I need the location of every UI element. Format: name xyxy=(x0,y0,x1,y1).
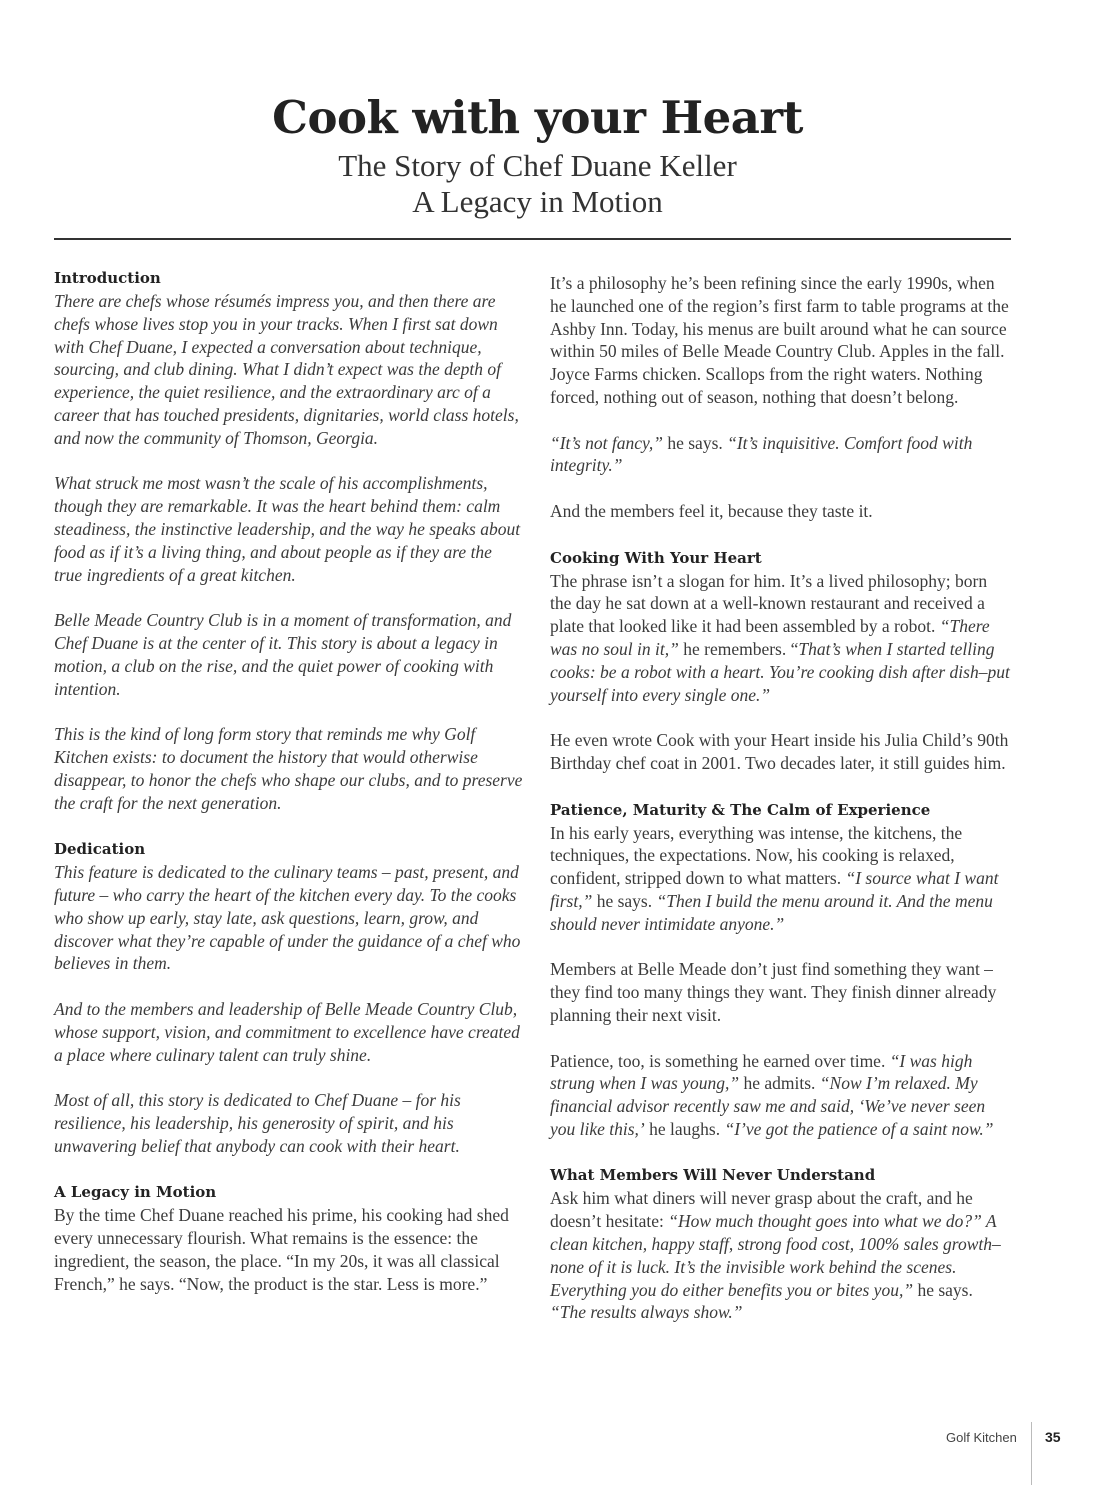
patience-paragraph-1 xyxy=(550,822,1012,936)
intro-paragraph-1: There are chefs whose résumés impress you, and then there are chefs whose lives stop you in your tracks. When I first sat down with Chef Duane, I expected a conversation about technique, sourcing, and club dining. What I didn’t expect was the depth of experience, the quiet resilience, and the extraordinary arc of a career that has touched presidents, dignitaries, world class hotels, and now the community of Thomson, Georgia. xyxy=(54,291,519,448)
quote-fragment: “Then I build the menu around it. And the menu should never intimidate anyone.” xyxy=(550,890,993,934)
text-fragment: he says. xyxy=(662,432,728,453)
left-column xyxy=(54,266,524,1295)
article-header xyxy=(0,88,1075,220)
intro-paragraph-3: Belle Meade Country Club is in a moment of transformation, and Chef Duane is at the center of it. This story is about a legacy in motion, a club on the rise, and the quiet power of cooking with intention. xyxy=(54,610,512,699)
quote-fragment: “I’ve got the patience of a saint now.” xyxy=(724,1118,994,1139)
article-subtitle-line2: A Legacy in Motion xyxy=(412,184,663,219)
philosophy-paragraph: It’s a philosophy he’s been refining since the early 1990s, when he launched one of the region’s first farm to table programs at the Ashby Inn. Today, his menus are built around what he can source within 50 miles of Belle Meade Country Club. Apples in the fall. Joyce Farms chicken. Scallops from the right waters. Nothing forced, nothing out of season, nothing that doesn’t belong. xyxy=(550,273,1009,407)
section-heading-dedication: Dedication xyxy=(54,840,146,859)
quote-fragment: That’s when I started telling cooks: be a robot with a heart. You’re cooking dish after dish–put yourself into every single one.” xyxy=(550,638,1010,705)
quote-fragment: “I source what I want first,” xyxy=(550,868,999,911)
patience-paragraph-3 xyxy=(550,1050,1012,1141)
text-fragment: In his early years, everything was intense, the kitchens, the techniques, the expectations. Now, his cooking is relaxed, confident, stripped down to what matters. xyxy=(550,822,963,889)
section-heading-patience: Patience, Maturity & The Calm of Experience xyxy=(550,800,931,819)
article-subtitle-line1: The Story of Chef Duane Keller xyxy=(338,148,737,183)
text-fragment: The phrase isn’t a slogan for him. It’s a lived philosophy; born the day he sat down at a well-known restaurant and received a plate that looked like it had been assembled by a robot. xyxy=(550,570,988,637)
text-fragment: he says. xyxy=(592,890,657,911)
section-heading-cooking-with-heart: Cooking With Your Heart xyxy=(550,548,762,567)
members-paragraph-1 xyxy=(550,1187,1012,1324)
intro-paragraph-2: What struck me most wasn’t the scale of his accomplishments, though they are remarkable. It was the heart behind them: calm steadiness, the instinctive leadership, and the way he speaks about food as if it’s a living thing, and about people as if they are the true ingredients of a great kitchen. xyxy=(54,473,521,585)
text-fragment: Patience, too, is something he earned over time. xyxy=(550,1050,890,1071)
quote-fragment: “I was high strung when I was young,” xyxy=(550,1050,973,1094)
legacy-paragraph-1: By the time Chef Duane reached his prime, his cooking had shed every unnecessary flourish. What remains is the essence: the ingredient, the season, the place. “In my 20s, it was all classical French,” he says. “Now, the product is the star. Less is more.” xyxy=(54,1205,509,1294)
dedication-paragraph-1: This feature is dedicated to the culinary teams – past, present, and future – who carry the heart of the kitchen every day. To the cooks who show up early, stay late, ask questions, learn, grow, and discover what they’re capable of under the guidance of a chef who believes in them. xyxy=(54,862,521,974)
footer-publication-name: Golf Kitchen xyxy=(946,1430,1017,1445)
members-feel-paragraph: And the members feel it, because they taste it. xyxy=(550,500,873,521)
cooking-paragraph-2: He even wrote Cook with your Heart inside his Julia Child’s 90th Birthday chef coat in 2001. Two decades later, it still guides him. xyxy=(550,730,1009,773)
quote-fragment: “The results always show.” xyxy=(550,1302,743,1323)
quote-fragment: “How much thought goes into what we do?” A clean kitchen, happy staff, strong food cost, 100% sales growth–none of it is luck. It’s the invisible work behind the scenes. Everything you do either benefits you or bites you,” xyxy=(550,1211,1001,1300)
article-title: Cook with your Heart xyxy=(272,91,803,144)
footer-divider xyxy=(1031,1422,1032,1485)
page-number: 35 xyxy=(1045,1429,1061,1445)
quote-fragment: “There was no soul in it,” xyxy=(550,616,990,659)
quote-fragment: “It’s not fancy,” xyxy=(550,432,663,453)
section-heading-introduction: Introduction xyxy=(54,269,161,287)
text-fragment: he remembers. “ xyxy=(678,638,799,659)
dedication-paragraph-3: Most of all, this story is dedicated to Chef Duane – for his resilience, his leadership, his generosity of spirit, and his unwavering belief that anybody can cook with their heart. xyxy=(54,1090,461,1156)
intro-paragraph-4: This is the kind of long form story that reminds me why Golf Kitchen exists: to document the history that would otherwise disappear, to honor the chefs who shape our clubs, and to preserve the craft for the next generation. xyxy=(54,724,523,813)
text-fragment: he says. xyxy=(913,1279,973,1300)
patience-paragraph-2: Members at Belle Meade don’t just find something they want – they find too many things they want. They finish dinner already planning their next visit. xyxy=(550,959,997,1025)
quote-paragraph xyxy=(550,432,1012,478)
section-heading-members: What Members Will Never Understand xyxy=(550,1166,876,1185)
section-heading-legacy: A Legacy in Motion xyxy=(54,1183,217,1202)
dedication-paragraph-2: And to the members and leadership of Belle Meade Country Club, whose support, vision, and commitment to excellence have created a place where culinary talent can truly shine. xyxy=(54,998,520,1065)
right-column xyxy=(550,272,1012,1324)
header-divider xyxy=(54,238,1011,240)
quote-fragment: “It’s inquisitive. Comfort food with integrity.” xyxy=(550,432,973,476)
cooking-paragraph-1 xyxy=(550,570,1012,707)
text-fragment: Ask him what diners will never grasp about the craft, and he doesn’t hesitate: xyxy=(550,1188,973,1232)
quote-fragment: “Now I’m relaxed. My financial advisor recently saw me and said, ‘We’ve never seen you like this,’ xyxy=(550,1073,986,1139)
text-fragment: he admits. xyxy=(739,1073,820,1094)
text-fragment: he laughs. xyxy=(644,1118,725,1139)
